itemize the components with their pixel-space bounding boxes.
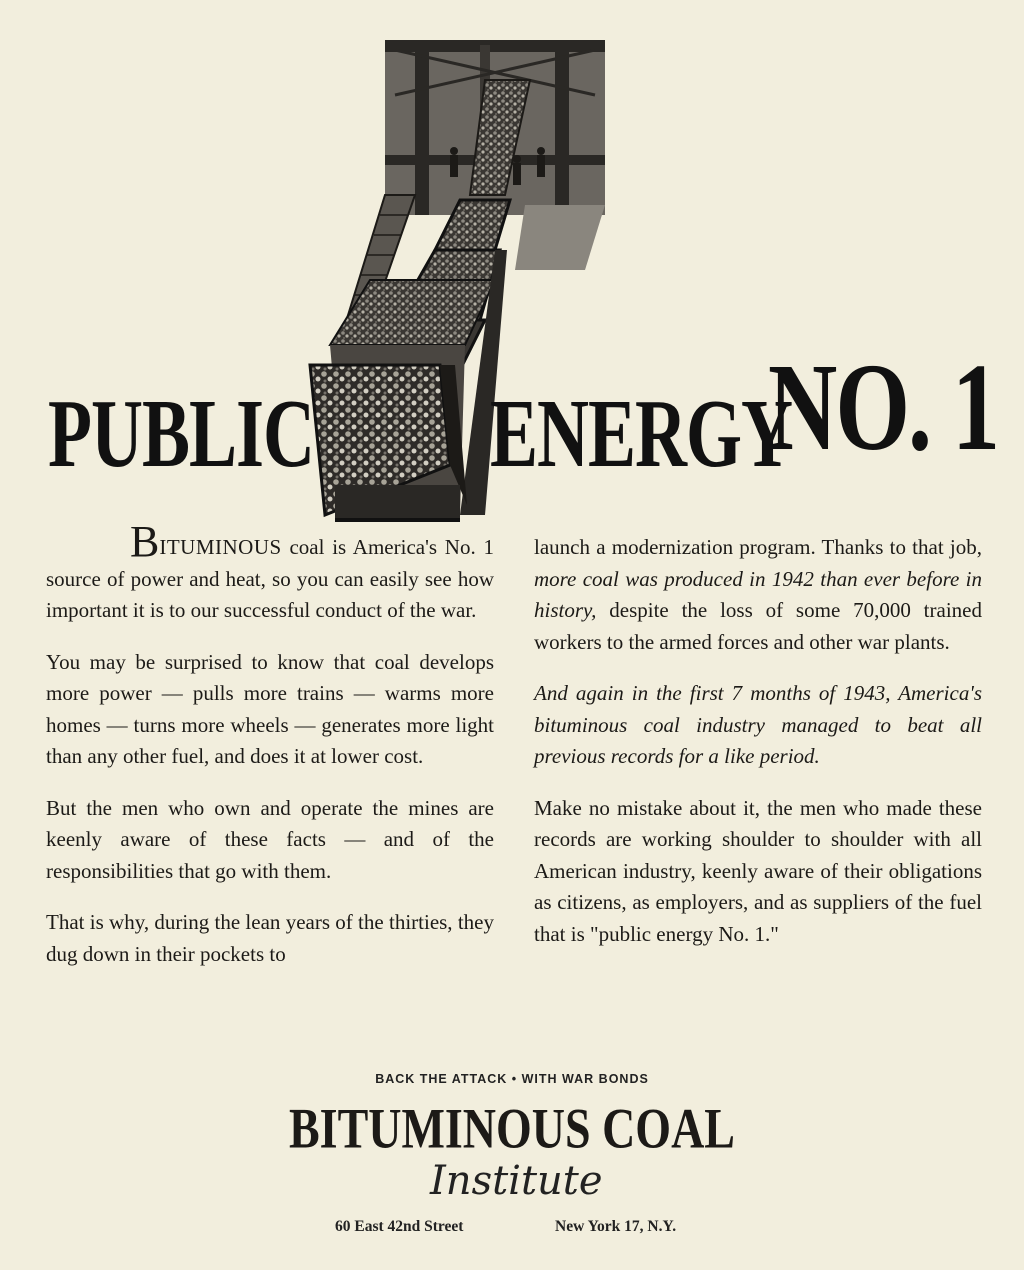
street-address: 60 East 42nd Street (335, 1218, 464, 1235)
headline (0, 337, 1024, 488)
headline-public: PUBLIC (48, 379, 315, 488)
war-bonds-tagline: BACK THE ATTACK • WITH WAR BONDS (375, 1072, 649, 1086)
paragraph-5-b: despite the loss of some 70,000 trained workers to the armed forces and other war plants. (534, 598, 982, 654)
paragraph-2: You may be surprised to know that coal develops more power — pulls more trains — warms more homes — turns more wheels — generates more light than any other fuel, and does it at lower cost. (46, 649, 494, 768)
body-column-left (46, 517, 494, 990)
paragraph-6: And again in the first 7 months of 1943, America's bituminous coal industry managed to beat all previous records for a like period. (534, 681, 982, 768)
body-column-right (534, 532, 982, 970)
org-sub-script: Institute (430, 1158, 603, 1204)
paragraph-5-italic: more coal was produced in 1942 than ever before in history, (534, 566, 982, 622)
paragraph-3: But the men who own and operate the mines are keenly aware of these facts — and of the responsibilities that go with them. (46, 795, 494, 883)
paragraph-4: That is why, during the lean years of the thirties, they dug down in their pockets to (46, 910, 494, 966)
drop-cap: B (130, 517, 160, 566)
paragraph-1 (46, 517, 494, 627)
headline-no1: NO. 1 (768, 337, 998, 477)
paragraph-5 (534, 532, 982, 658)
org-name: BITUMINOUS COAL (288, 1096, 735, 1160)
city-address: New York 17, N.Y. (555, 1218, 677, 1235)
paragraph-7: Make no mistake about it, the men who made these records are working shoulder to shoulder with all American industry, keenly aware of their obligations as citizens, as employers, and as suppliers of the fuel that is "public energy No. 1." (534, 795, 982, 946)
paragraph-5-a: launch a modernization program. Thanks to that job, (534, 535, 982, 559)
headline-energy: ENERGY (490, 379, 793, 488)
paragraph-1-text: coal is America's No. 1 source of power and heat, so you can easily see how important it is to our successful conduct of the war. (46, 535, 494, 622)
drop-cap-rest: ITUMINOUS (159, 535, 282, 559)
